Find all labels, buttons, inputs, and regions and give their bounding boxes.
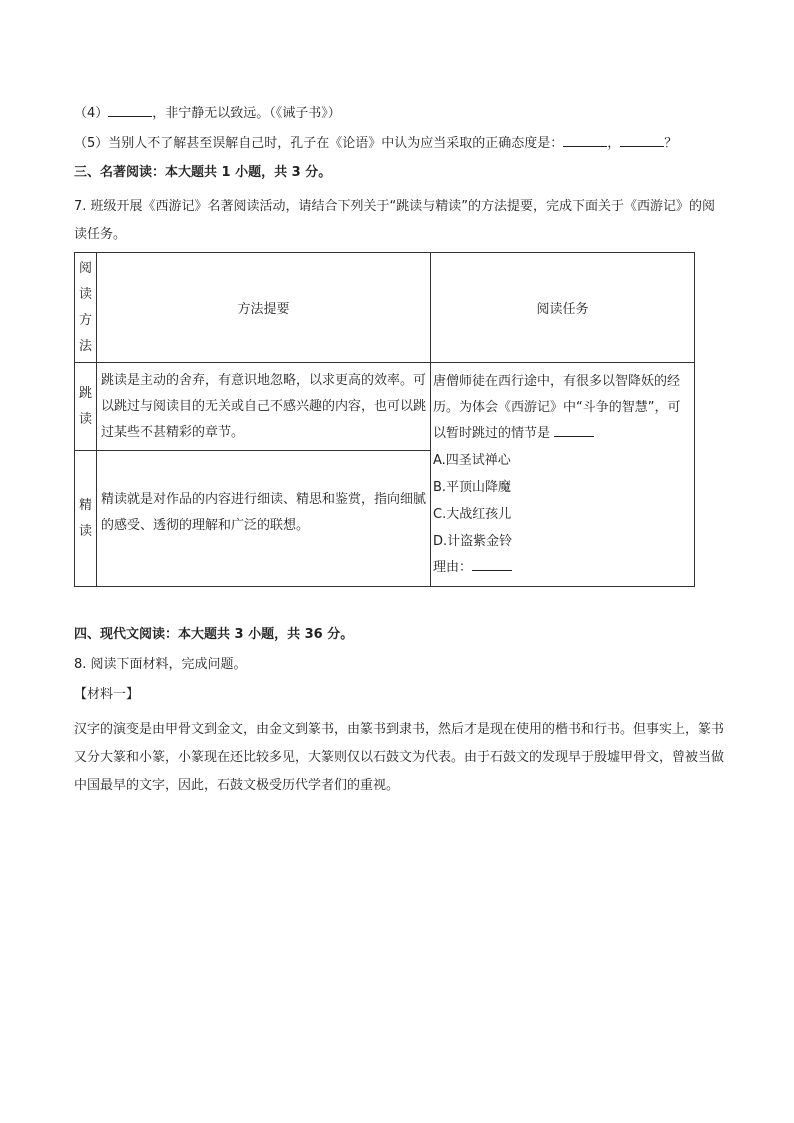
task-blank[interactable] <box>554 424 594 437</box>
q5-blank-1[interactable] <box>563 134 607 147</box>
q4-blank[interactable] <box>108 104 152 117</box>
task-question-text: 唐僧师徒在西行途中，有很多以智降妖的经历。为体会《西游记》中“斗争的智慧”，可以暂时跳过的情节是 <box>433 373 681 441</box>
question-7-stem: 7. 班级开展《西游记》名著阅读活动，请结合下列关于“跳读与精读”的方法提要，完成下面关于《西游记》的阅读任务。 <box>74 199 716 242</box>
row-char: 跳 <box>78 385 92 401</box>
q4-prefix: （4） <box>74 106 109 121</box>
header-char: 法 <box>78 338 92 354</box>
reason-label: 理由： <box>433 559 473 575</box>
q5-text: （5）当别人不了解甚至误解自己时，孔子在《论语》中认为应当采取的正确态度是： <box>74 136 564 151</box>
task-question <box>433 369 692 447</box>
header-char: 方 <box>78 312 92 328</box>
header-summary: 方法提要 <box>97 253 431 363</box>
header-task: 阅读任务 <box>431 253 695 363</box>
reading-method-table <box>74 252 695 587</box>
question-4 <box>74 104 341 123</box>
option-c[interactable]: C.大战红孩儿 <box>433 506 512 522</box>
section-3-title: 三、名著阅读：本大题共 1 小题，共 3 分。 <box>74 165 332 180</box>
table-row-skim <box>75 363 695 451</box>
header-char: 读 <box>78 286 92 302</box>
q5-end: ？ <box>664 136 678 151</box>
option-a[interactable]: A.四圣试禅心 <box>433 452 511 468</box>
reason-line <box>433 555 692 581</box>
row-intensive-summary: 精读就是对作品的内容进行细读、精思和鉴赏，指向细腻的感受、透彻的理解和广泛的联想。 <box>97 451 431 587</box>
table-header-row <box>75 253 695 363</box>
q5-sep: ， <box>607 136 621 151</box>
question-5 <box>74 134 677 153</box>
header-char: 阅 <box>78 260 92 276</box>
row-char: 精 <box>78 497 92 513</box>
q5-blank-2[interactable] <box>620 134 664 147</box>
question-8-stem: 8. 阅读下面材料，完成问题。 <box>74 657 247 672</box>
q4-suffix: ，非宁静无以致远。（《诫子书》） <box>152 106 341 121</box>
option-b[interactable]: B.平顶山降魔 <box>433 479 512 495</box>
reason-blank[interactable] <box>472 558 512 571</box>
row-char: 读 <box>78 523 92 539</box>
header-method-cell <box>75 253 97 363</box>
section-4-title: 四、现代文阅读：本大题共 3 小题，共 36 分。 <box>74 627 354 642</box>
task-cell <box>431 363 695 587</box>
row-intensive-label <box>75 451 97 587</box>
row-char: 读 <box>78 411 92 427</box>
row-skim-summary: 跳读是主动的舍弃，有意识地忽略，以求更高的效率。可以跳过与阅读目的无关或自己不感兴趣的内容，也可以跳过某些不甚精彩的章节。 <box>97 363 431 451</box>
material-text: 汉字的演变是由甲骨文到金文，由金文到篆书，由篆书到隶书，然后才是现在使用的楷书和行书。但事实上，篆书又分大篆和小篆，小篆现在还比较多见，大篆则仅以石鼓文为代表。由于石鼓文的发现早于殷墟甲骨文，曾被当做中国最早的文字，因此，石鼓文极受历代学者们的重视。 <box>74 722 725 793</box>
option-d[interactable]: D.计盗紫金铃 <box>433 533 513 549</box>
material-label: 【材料一】 <box>74 687 140 702</box>
row-skim-label <box>75 363 97 451</box>
